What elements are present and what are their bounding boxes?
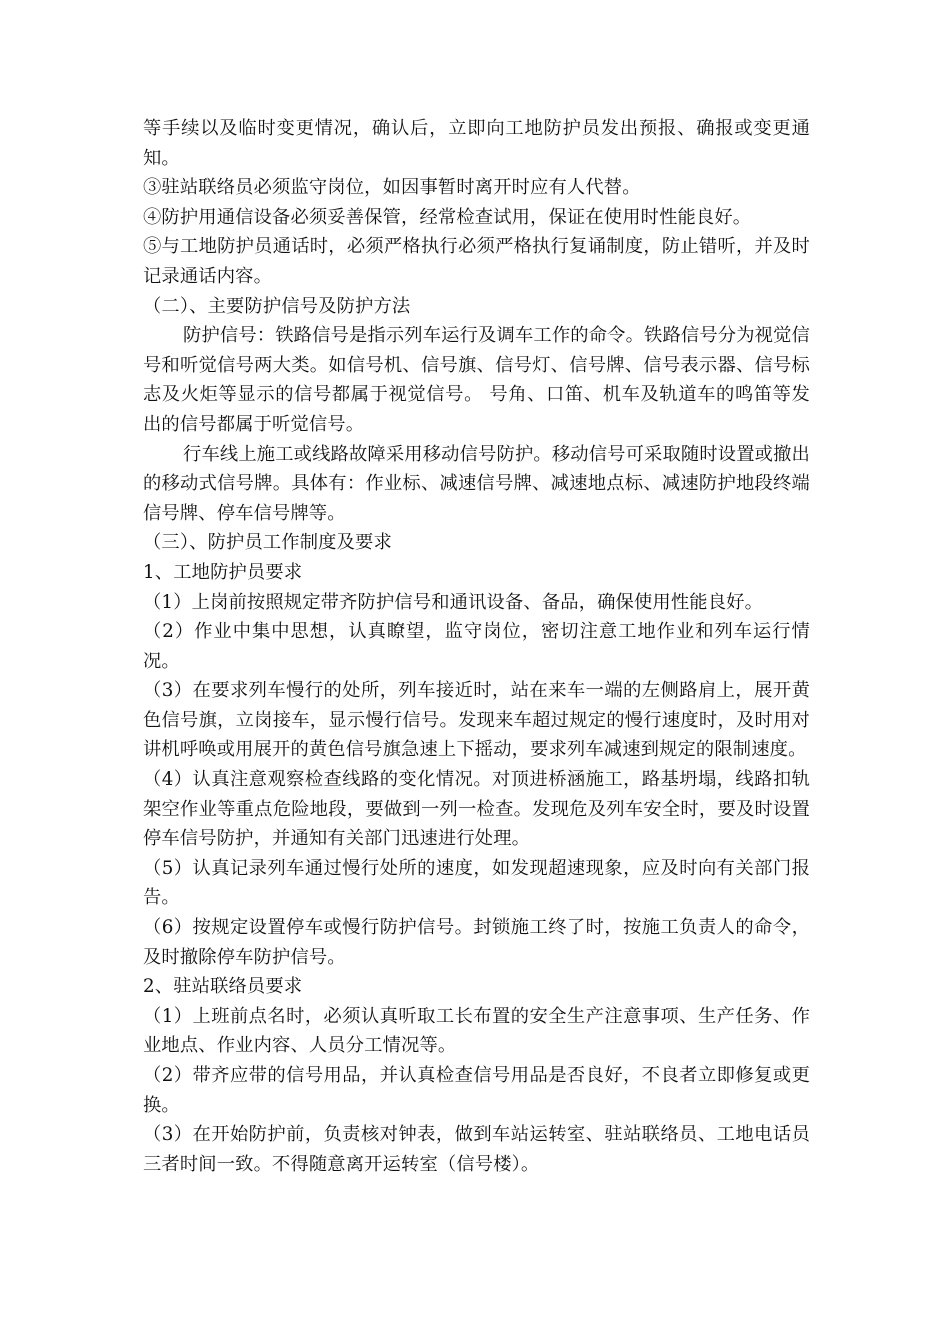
- list-item-1-1: （1）上岗前按照规定带齐防护信号和通讯设备、备品，确保使用性能良好。: [143, 591, 764, 613]
- section-heading-2: （二）、主要防护信号及防护方法: [143, 295, 411, 317]
- subsection-heading-1: 1、工地防护员要求: [143, 561, 303, 583]
- list-item-1-6: （6）按规定设置停车或慢行防护信号。封锁施工终了时，按施工负责人的命令，及时撤除停车防护信号。: [143, 917, 810, 968]
- list-item-1-3: （3）在要求列车慢行的处所，列车接近时，站在来车一端的左侧路肩上，展开黄色信号旗，立岗接车，显示慢行信号。发现来车超过规定的慢行速度时，及时用对讲机呼唤或用展开的黄色信号旗急速上下摇动，要求列车减速到规定的限制速度。: [143, 680, 810, 761]
- paragraph-4: ⑤与工地防护员通话时，必须严格执行必须严格执行复诵制度，防止错听，并及时记录通话内容。: [143, 236, 810, 287]
- list-item-1-5: （5）认真记录列车通过慢行处所的速度，如发现超速现象，应及时向有关部门报告。: [143, 857, 810, 909]
- paragraph-mobile-signals: 行车线上施工或线路故障采用移动信号防护。移动信号可采取随时设置或撤出的移动式信号牌。具体有：作业标、减速信号牌、减速地点标、减速防护地段终端信号牌、停车信号牌等。: [143, 443, 810, 524]
- paragraph-3: ④防护用通信设备必须妥善保管，经常检查试用，保证在使用时性能良好。: [143, 206, 752, 228]
- paragraph-1: 等手续以及临时变更情况，确认后，立即向工地防护员发出预报、确报或变更通知。: [143, 118, 810, 169]
- list-item-2-3: （3）在开始防护前，负责核对钟表，做到车站运转室、驻站联络员、工地电话员三者时间一致。不得随意离开运转室（信号楼）。: [143, 1124, 810, 1175]
- paragraph-2: ③驻站联络员必须监守岗位，如因事暂时离开时应有人代替。: [143, 177, 641, 199]
- list-item-1-4: （4）认真注意观察检查线路的变化情况。对顶进桥涵施工，路基坍塌，线路扣轨架空作业等重点危险地段，要做到一列一检查。发现危及列车安全时，要及时设置停车信号防护，并通知有关部门迅速进行处理。: [143, 769, 810, 850]
- section-heading-3: （三）、防护员工作制度及要求: [143, 532, 392, 554]
- document-body: [143, 114, 810, 1179]
- subsection-heading-2: 2、驻站联络员要求: [143, 976, 303, 998]
- list-item-1-2: （2）作业中集中思想，认真瞭望，监守岗位，密切注意工地作业和列车运行情况。: [143, 621, 810, 672]
- paragraph-protection-signals: 防护信号：铁路信号是指示列车运行及调车工作的命令。铁路信号分为视觉信号和听觉信号两大类。如信号机、信号旗、信号灯、信号牌、信号表示器、信号标志及火炬等显示的信号都属于视觉信号。 号角、口笛、机车及轨道车的鸣笛等发出的信号都属于听觉信号。: [143, 325, 810, 435]
- list-item-2-1: （1）上班前点名时，必须认真听取工长布置的安全生产注意事项、生产任务、作业地点、作业内容、人员分工情况等。: [143, 1005, 810, 1057]
- list-item-2-2: （2）带齐应带的信号用品，并认真检查信号用品是否良好，不良者立即修复或更换。: [143, 1065, 810, 1116]
